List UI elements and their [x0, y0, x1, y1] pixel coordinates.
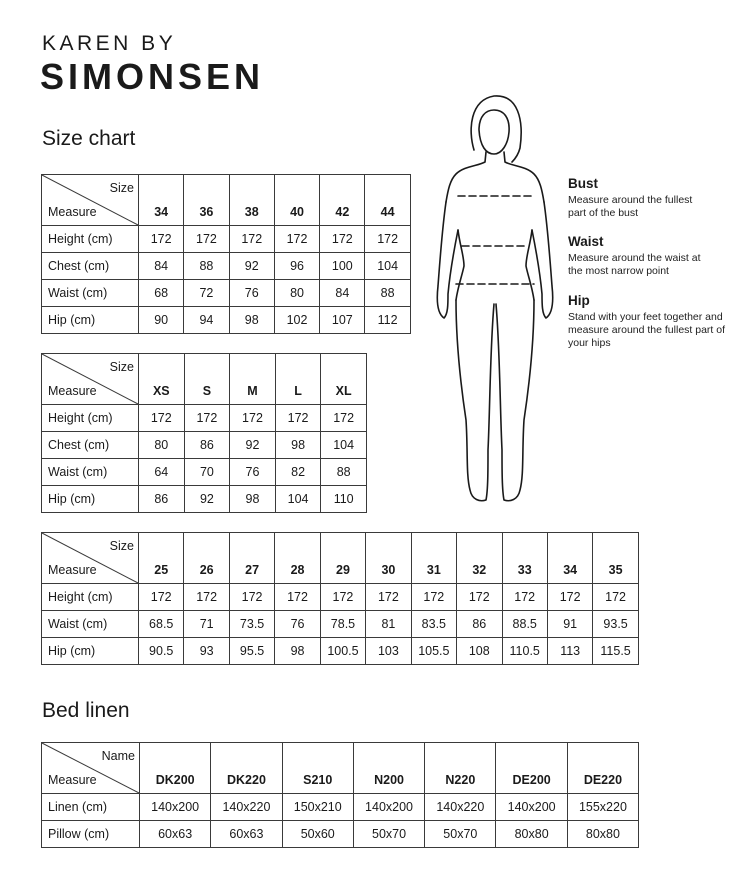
table-cell: 102	[274, 307, 319, 334]
table-cell: 110	[321, 486, 367, 513]
corner-bottom-label: Measure	[48, 384, 97, 398]
guide-bust	[568, 176, 733, 220]
corner-top-label: Size	[109, 360, 134, 374]
corner-top-label: Name	[101, 749, 135, 763]
table-cell: 105.5	[411, 638, 456, 665]
woman-silhouette-icon	[428, 90, 558, 515]
corner-bottom-label: Measure	[48, 773, 97, 787]
table-cell: 172	[184, 584, 229, 611]
table-cell: 64	[139, 459, 185, 486]
column-header: 34	[139, 175, 184, 226]
table-cell: 112	[365, 307, 410, 334]
table-cell: 60x63	[140, 821, 211, 848]
table-cell: 172	[502, 584, 547, 611]
table-cell: 172	[365, 226, 410, 253]
table-cell: 95.5	[229, 638, 274, 665]
table-cell: 60x63	[211, 821, 282, 848]
table-cell: 110.5	[502, 638, 547, 665]
table-cell: 155x220	[567, 794, 638, 821]
table-cell: 90.5	[139, 638, 184, 665]
table-cell: 80	[139, 432, 185, 459]
table-cell: 172	[547, 584, 592, 611]
column-header: DE220	[567, 743, 638, 794]
table-cell: 172	[274, 226, 319, 253]
table-cell: 100	[320, 253, 365, 280]
table-row	[42, 584, 639, 611]
table-cell: 73.5	[229, 611, 274, 638]
table-cell: 172	[184, 226, 229, 253]
table-header-row	[42, 354, 367, 405]
size-table-body	[42, 354, 367, 513]
table-cell: 104	[321, 432, 367, 459]
column-header: DK220	[211, 743, 282, 794]
brand-line1: KAREN BY	[42, 32, 177, 55]
column-header: 35	[593, 533, 638, 584]
table-cell: 83.5	[411, 611, 456, 638]
table-cell: 96	[274, 253, 319, 280]
row-label: Height (cm)	[42, 405, 139, 432]
table-cell: 80x80	[567, 821, 638, 848]
table-corner-header	[42, 354, 139, 405]
table-cell: 92	[184, 486, 230, 513]
column-header: 31	[411, 533, 456, 584]
column-header: 28	[275, 533, 320, 584]
table-cell: 93	[184, 638, 229, 665]
table-cell: 172	[229, 226, 274, 253]
table-cell: 70	[184, 459, 230, 486]
table-cell: 115.5	[593, 638, 638, 665]
column-header: N200	[353, 743, 424, 794]
table-cell: 84	[320, 280, 365, 307]
table-corner-header	[42, 743, 140, 794]
corner-top-label: Size	[109, 539, 134, 553]
table-cell: 82	[275, 459, 321, 486]
table-cell: 98	[229, 307, 274, 334]
column-header: 34	[547, 533, 592, 584]
corner-bottom-label: Measure	[48, 563, 97, 577]
size-table-body	[42, 533, 639, 665]
table-cell: 92	[229, 253, 274, 280]
guide-hip-title: Hip	[568, 293, 590, 308]
table-cell: 172	[229, 584, 274, 611]
table-cell: 172	[320, 226, 365, 253]
table-cell: 88	[365, 280, 410, 307]
column-header: 42	[320, 175, 365, 226]
column-header: XL	[321, 354, 367, 405]
table-cell: 68.5	[139, 611, 184, 638]
row-label: Height (cm)	[42, 584, 139, 611]
table-cell: 71	[184, 611, 229, 638]
table-cell: 50x70	[353, 821, 424, 848]
table-cell: 84	[139, 253, 184, 280]
bed-linen-table	[41, 742, 639, 848]
table-cell: 103	[366, 638, 411, 665]
table-cell: 172	[321, 405, 367, 432]
column-header: 36	[184, 175, 229, 226]
column-header: 40	[274, 175, 319, 226]
table-cell: 172	[593, 584, 638, 611]
size-table-jeans	[41, 532, 639, 665]
row-label: Height (cm)	[42, 226, 139, 253]
table-cell: 94	[184, 307, 229, 334]
column-header: N220	[425, 743, 496, 794]
size-table-numeric	[41, 174, 411, 334]
column-header: S210	[282, 743, 353, 794]
column-header: 26	[184, 533, 229, 584]
table-row	[42, 432, 367, 459]
table-cell: 140x220	[211, 794, 282, 821]
guide-hip-desc: Stand with your feet together and measure around the fullest part of your hips	[568, 311, 726, 349]
table-cell: 172	[230, 405, 276, 432]
table-cell: 88	[184, 253, 229, 280]
table-row	[42, 821, 639, 848]
size-table-letter	[41, 353, 367, 513]
row-label: Linen (cm)	[42, 794, 140, 821]
table-row	[42, 611, 639, 638]
table-cell: 172	[320, 584, 365, 611]
column-header: DE200	[496, 743, 567, 794]
column-header: DK200	[140, 743, 211, 794]
table-cell: 172	[457, 584, 502, 611]
table-cell: 80	[274, 280, 319, 307]
table-header-row	[42, 743, 639, 794]
table-cell: 98	[275, 432, 321, 459]
size-table-body	[42, 175, 411, 334]
guide-hip	[568, 293, 733, 350]
table-cell: 88	[321, 459, 367, 486]
row-label: Chest (cm)	[42, 253, 139, 280]
bed-linen-title: Bed linen	[42, 699, 130, 722]
table-cell: 100.5	[320, 638, 365, 665]
table-cell: 78.5	[320, 611, 365, 638]
table-cell: 76	[275, 611, 320, 638]
column-header: 44	[365, 175, 410, 226]
table-cell: 86	[139, 486, 185, 513]
table-row	[42, 794, 639, 821]
table-cell: 50x70	[425, 821, 496, 848]
table-cell: 72	[184, 280, 229, 307]
table-header-row	[42, 533, 639, 584]
table-header-row	[42, 175, 411, 226]
column-header: M	[230, 354, 276, 405]
table-cell: 50x60	[282, 821, 353, 848]
table-cell: 108	[457, 638, 502, 665]
table-cell: 92	[230, 432, 276, 459]
column-header: L	[275, 354, 321, 405]
table-row	[42, 638, 639, 665]
table-cell: 104	[365, 253, 410, 280]
column-header: 29	[320, 533, 365, 584]
table-cell: 172	[366, 584, 411, 611]
corner-bottom-label: Measure	[48, 205, 97, 219]
table-cell: 140x200	[140, 794, 211, 821]
row-label: Chest (cm)	[42, 432, 139, 459]
bed-linen-table-body	[42, 743, 639, 848]
table-cell: 140x200	[496, 794, 567, 821]
row-label: Hip (cm)	[42, 486, 139, 513]
column-header: 38	[229, 175, 274, 226]
guide-waist-title: Waist	[568, 234, 604, 249]
table-cell: 140x200	[353, 794, 424, 821]
table-cell: 172	[184, 405, 230, 432]
guide-bust-title: Bust	[568, 176, 598, 191]
row-label: Waist (cm)	[42, 611, 139, 638]
row-label: Hip (cm)	[42, 307, 139, 334]
column-header: 33	[502, 533, 547, 584]
table-cell: 98	[275, 638, 320, 665]
table-cell: 76	[229, 280, 274, 307]
table-cell: 172	[275, 584, 320, 611]
table-cell: 76	[230, 459, 276, 486]
table-cell: 172	[139, 405, 185, 432]
table-cell: 68	[139, 280, 184, 307]
table-cell: 104	[275, 486, 321, 513]
table-corner-header	[42, 533, 139, 584]
table-row	[42, 226, 411, 253]
table-row	[42, 280, 411, 307]
table-row	[42, 486, 367, 513]
row-label: Hip (cm)	[42, 638, 139, 665]
table-cell: 80x80	[496, 821, 567, 848]
table-cell: 86	[184, 432, 230, 459]
table-cell: 88.5	[502, 611, 547, 638]
row-label: Pillow (cm)	[42, 821, 140, 848]
table-row	[42, 459, 367, 486]
table-cell: 90	[139, 307, 184, 334]
table-cell: 98	[230, 486, 276, 513]
table-cell: 140x220	[425, 794, 496, 821]
corner-top-label: Size	[109, 181, 134, 195]
table-row	[42, 307, 411, 334]
table-cell: 172	[275, 405, 321, 432]
guide-waist-desc: Measure around the waist at the most narrow point	[568, 252, 701, 277]
table-cell: 107	[320, 307, 365, 334]
column-header: 25	[139, 533, 184, 584]
table-cell: 172	[139, 584, 184, 611]
table-cell: 81	[366, 611, 411, 638]
guide-waist	[568, 234, 733, 278]
table-cell: 93.5	[593, 611, 638, 638]
guide-bust-desc: Measure around the fullest part of the bust	[568, 194, 693, 219]
table-cell: 150x210	[282, 794, 353, 821]
column-header: XS	[139, 354, 185, 405]
column-header: S	[184, 354, 230, 405]
table-cell: 172	[139, 226, 184, 253]
row-label: Waist (cm)	[42, 459, 139, 486]
table-row	[42, 405, 367, 432]
size-chart-title: Size chart	[42, 127, 136, 150]
table-cell: 91	[547, 611, 592, 638]
table-corner-header	[42, 175, 139, 226]
row-label: Waist (cm)	[42, 280, 139, 307]
brand-line2: SIMONSEN	[40, 56, 265, 97]
table-cell: 86	[457, 611, 502, 638]
column-header: 27	[229, 533, 274, 584]
column-header: 32	[457, 533, 502, 584]
table-cell: 172	[411, 584, 456, 611]
table-cell: 113	[547, 638, 592, 665]
column-header: 30	[366, 533, 411, 584]
table-row	[42, 253, 411, 280]
